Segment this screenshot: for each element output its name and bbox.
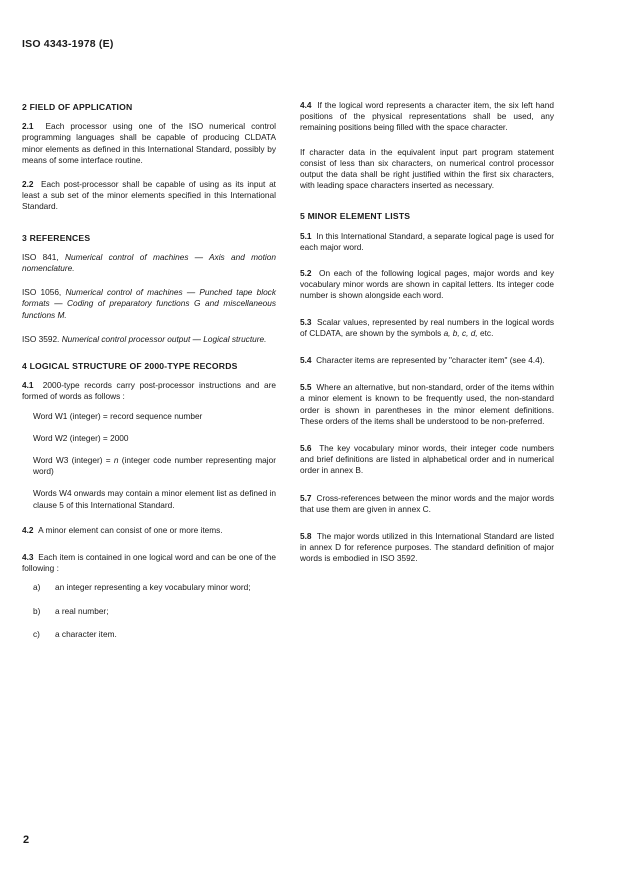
- clause-text: Each item is contained in one logical word and can be one of the following :: [22, 552, 276, 574]
- clause-5-7: [300, 493, 554, 515]
- list-text: a real number;: [55, 605, 109, 616]
- document-id: ISO 4343-1978 (E): [22, 38, 114, 50]
- section-2-heading: 2 FIELD OF APPLICATION: [22, 102, 133, 112]
- clause-5-3: [300, 317, 554, 339]
- page-number: 2: [23, 834, 30, 846]
- section-4-heading: 4 LOGICAL STRUCTURE OF 2000-TYPE RECORDS: [22, 361, 238, 372]
- clause-text: A minor element can consist of one or more items.: [38, 524, 223, 535]
- clause-5-2: [300, 268, 554, 302]
- word-w3: [33, 455, 276, 477]
- list-item-a: [33, 582, 276, 593]
- clause-number: 5.6: [300, 443, 312, 454]
- clause-text-end: etc.: [477, 327, 494, 338]
- left-column: [22, 96, 276, 652]
- clause-5-1: [300, 231, 554, 253]
- clause-5-5: [300, 382, 554, 427]
- word-w2: Word W2 (integer) = 2000: [33, 432, 129, 443]
- clause-text: If the logical word represents a character item, the six left hand positions of the physical representations shall be used, any remaining positions being filled with the space character.: [300, 100, 554, 133]
- clause-text: Each post-processor shall be capable of using as its input at least a sub set of the minor elements specified in this International Standard.: [22, 179, 276, 212]
- clause-text: The key vocabulary minor words, their integer code numbers and brief definitions are listed in alphabetical order and in numerical order in annex B.: [300, 443, 554, 476]
- reference-code: ISO 841,: [22, 251, 59, 262]
- clause-4-1: [22, 380, 276, 402]
- word-w1: Word W1 (integer) = record sequence number: [33, 410, 203, 421]
- clause-number: 5.3: [300, 316, 312, 327]
- clause-number: 4.3: [22, 552, 34, 563]
- clause-5-6: [300, 443, 554, 477]
- clause-4-3: [22, 552, 276, 574]
- clause-4-2: [22, 525, 276, 536]
- clause-4-4-continued: If character data in the equivalent input part program statement consist of less than six characters, on numerical control processor output the data shall be right justified within the first six characters, with leading space characters inserted as necessary.: [300, 146, 554, 191]
- clause-5-8: [300, 531, 554, 565]
- clause-number: 5.1: [300, 230, 312, 241]
- reference-title: Numerical control of machines — Axis and motion nomenclature.: [22, 251, 276, 274]
- clause-text: The major words utilized in this International Standard are listed in annex D for reference purposes. The standard definition of major words is embodied in ISO 3592.: [300, 531, 554, 564]
- clause-number: 5.2: [300, 268, 312, 279]
- list-item-b: [33, 606, 276, 617]
- section-3-heading: 3 REFERENCES: [22, 232, 91, 243]
- clause-2-2: [22, 179, 276, 213]
- clause-text: Where an alternative, but non-standard, order of the items within a minor element is known to be frequently used, the non-standard order is shown in parentheses in the minor element definitions. These orders of the items shall be understood to be non-preferred.: [300, 382, 554, 426]
- clause-number: 4.2: [22, 524, 34, 535]
- reference-code: ISO 3592.: [22, 333, 60, 344]
- word-w3-text-end: (integer code number representing major word): [33, 455, 276, 477]
- list-item-c: [33, 629, 276, 640]
- clause-4-4: [300, 100, 554, 134]
- clause-text: In this International Standard, a separate logical page is used for each major word.: [300, 230, 554, 252]
- clause-text: Character items are represented by "character item" (see 4.4).: [316, 355, 545, 366]
- list-text: a character item.: [55, 628, 117, 639]
- list-label: b): [33, 605, 41, 616]
- reference-title: Numerical control processor output — Logical structure.: [61, 333, 267, 344]
- right-column: [300, 96, 554, 578]
- clause-number: 5.8: [300, 531, 312, 542]
- clause-text: Each processor using one of the ISO numerical control programming languages shall be capable of producing CLDATA minor elements as defined in this International Standard, possibly by means of some interface routine.: [22, 121, 276, 165]
- list-text: an integer representing a key vocabulary minor word;: [55, 582, 251, 593]
- clause-number: 5.5: [300, 382, 312, 393]
- reference-iso-1056: [22, 287, 276, 321]
- list-label: c): [33, 628, 40, 639]
- clause-number: 2.1: [22, 121, 34, 132]
- list-label: a): [33, 582, 41, 593]
- word-w3-text: Word W3 (integer) =: [33, 455, 114, 466]
- word-w3-variable: n: [113, 455, 119, 466]
- clause-number: 2.2: [22, 179, 34, 190]
- reference-iso-841: [22, 252, 276, 274]
- clause-text: On each of the following logical pages, major words and key vocabulary minor words are shown in capital letters. Its integer code number is shown alongside each word.: [300, 268, 554, 301]
- clause-number: 5.7: [300, 492, 312, 503]
- clause-5-4: [300, 355, 554, 366]
- clause-number: 5.4: [300, 355, 312, 366]
- clause-text: Scalar values, represented by real numbers in the logical words of CLDATA, are shown by the symbols: [300, 316, 554, 338]
- word-w4: Words W4 onwards may contain a minor element list as defined in clause 5 of this International Standard.: [33, 488, 276, 510]
- clause-number: 4.1: [22, 380, 34, 391]
- clause-2-1: [22, 121, 276, 166]
- clause-text: Cross-references between the minor words and the major words that use them are given in annex C.: [300, 492, 554, 514]
- section-5-heading: 5 MINOR ELEMENT LISTS: [300, 211, 411, 222]
- clause-text: 2000-type records carry post-processor instructions and are formed of words as follows :: [22, 380, 276, 402]
- clause-symbols: a, b, c, d,: [443, 327, 478, 338]
- reference-title: Numerical control of machines — Punched tape block formats — Coding of preparatory functions G and miscellaneous functions M.: [22, 287, 276, 320]
- reference-iso-3592: [22, 334, 276, 345]
- reference-code: ISO 1056,: [22, 287, 62, 298]
- clause-number: 4.4: [300, 100, 312, 110]
